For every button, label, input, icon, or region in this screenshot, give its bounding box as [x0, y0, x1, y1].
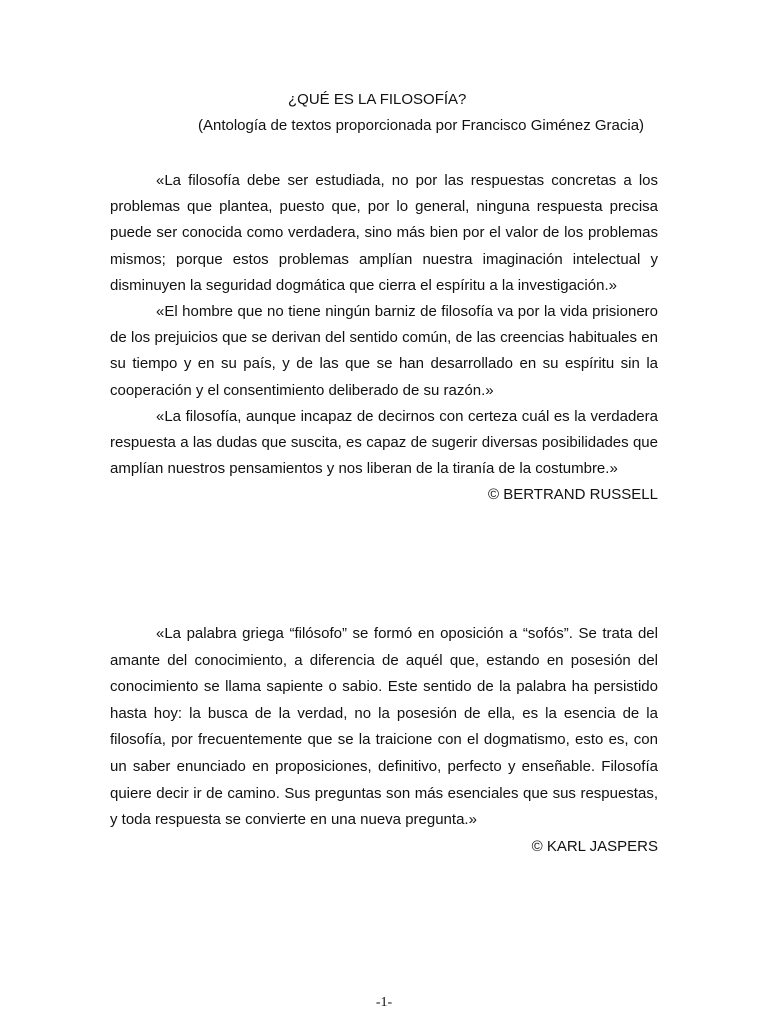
quote-attribution: © KARL JASPERS [531, 837, 658, 855]
quote-paragraph: «El hombre que no tiene ningún barniz de filosofía va por la vida prisionero de los prejuicios que se derivan del sentido común, de las creencias habituales en su tiempo y en su país, y de las que se han desarrollado en su espíritu sin la cooperación y el consentimiento deliberado de su razón.» [110, 303, 658, 399]
page-number: -1- [375, 995, 393, 1010]
document-title: ¿QUÉ ES LA FILOSOFÍA? [288, 91, 467, 108]
quote-paragraph: «La palabra griega “filósofo” se formó en oposición a “sofós”. Se trata del amante del conocimiento, a diferencia de aquél que, estando en posesión del conocimiento se llama sapiente o sabio. Este sentido de la palabra ha persistido hasta hoy: la busca de la verdad, no la posesión de ella, es la esencia de la filosofía, por frecuentemente que se la traicione con el dogmatismo, esto es, con un saber enunciado en proposiciones, definitivo, perfecto y enseñable. Filosofía quiere decir ir de camino. Sus preguntas son más esenciales que sus respuestas, y toda respuesta se convierte en una nueva pregunta.» [110, 625, 658, 829]
document-subtitle: (Antología de textos proporcionada por Francisco Giménez Gracia) [198, 117, 645, 134]
quote-attribution: © BERTRAND RUSSELL [488, 486, 658, 504]
quote-paragraph: «La filosofía debe ser estudiada, no por las respuestas concretas a los problemas que plantea, puesto que, por lo general, ninguna respuesta precisa puede ser conocida como verdadera, sino más bien por el valor de los problemas mismos; porque estos problemas amplían nuestra imaginación intelectual y disminuyen la seguridad dogmática que cierra el espíritu a la investigación.» [110, 172, 658, 294]
quote-section-russell [110, 168, 658, 509]
quote-section-jaspers [110, 621, 658, 860]
quote-paragraph: «La filosofía, aunque incapaz de decirnos con certeza cuál es la verdadera respuesta a las dudas que suscita, es capaz de sugerir diversas posibilidades que amplían nuestros pensamientos y nos liberan de la tiranía de la costumbre.» [110, 407, 658, 478]
